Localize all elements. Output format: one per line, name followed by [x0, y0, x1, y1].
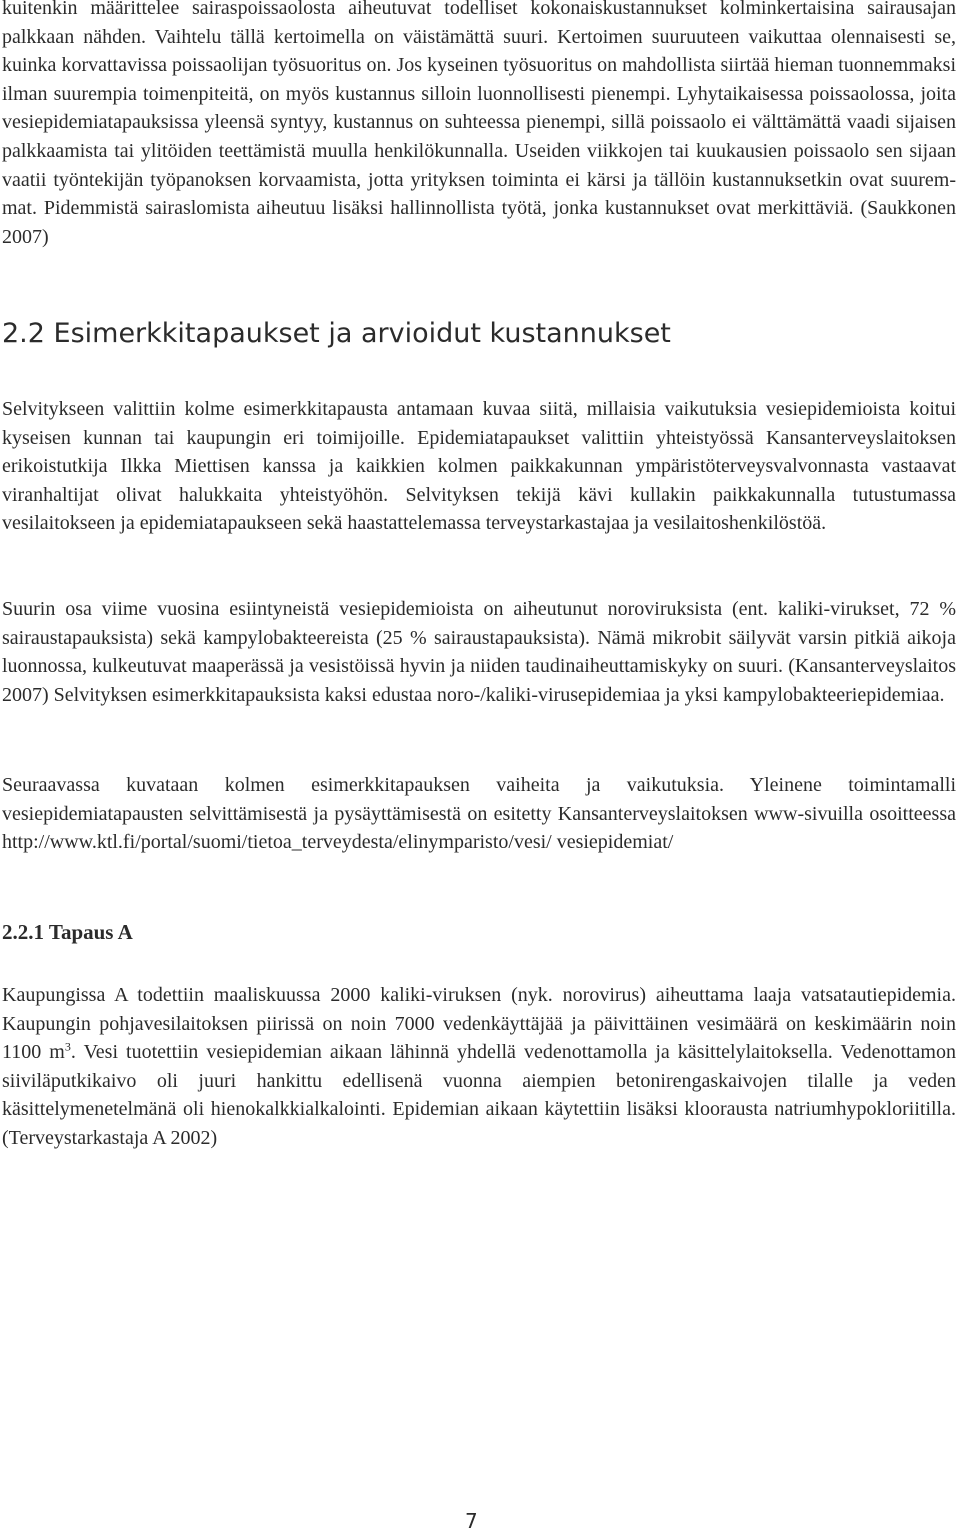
paragraph-continuation: kuitenkin määrittelee sairaspoissaolosta aiheutuvat todelliset kokonaiskustannukset kolminkertaisina sairausajan palkkaan nähden. Vaihtelu tällä kertoimella on väistämättä suuri. Kertoimen suuruuteen vaikuttaa olennaisesti se, kuinka korvattavissa poissaolijan työsuoritus on. Jos kyseinen työsuoritus on mahdollista siirtää hieman tuonnemmaksi ilman suurempia toimenpiteitä, on myös kustannus silloin luonnollisesti pienempi. Lyhytaikaisessa poissaolossa, joita vesiepidemiatapauksissa yleensä syntyy, kustannus on suhteessa pienempi, sillä poissaolo ei välttämättä vaadi sijaisen palkkaamista tai ylitöiden teettämistä muulla henkilökunnalla. Useiden viikkojen tai kuukausien poissaolo sen sijaan vaatii työntekijän työpanoksen korvaamista, jotta yrityksen toiminta ei kärsi ja tällöin kustannuksetkin ovat suuremmat. Pidemmistä sairaslomista aiheutuu lisäksi hallinnollista työtä, jonka kustannukset ovat merkittäviä. (Saukkonen 2007): [2, 0, 956, 248]
cubic-superscript: 3: [64, 1039, 71, 1054]
section-heading: 2.2 Esimerkkitapaukset ja arvioidut kustannukset: [2, 318, 671, 349]
paragraph-case-a-part2: . Vesi tuotettiin vesiepidemian aikaan lähinnä yhdellä vedenottamolla ja käsittelylaitoksella. Vedenottamon siiviläputkikaivo oli juuri hankittu edellisenä vuonna aiempien betonirengaskaivojen tilalle ja veden käsittelymenetelmänä oli hienokalkkialkalointi. Epidemian aikaan käytettiin lisäksi kloorausta natriumhypokloriitilla. (Terveystarkastaja A 2002): [2, 1041, 956, 1149]
paragraph-case-a-part1: Kaupungissa A todettiin maaliskuussa 2000 kaliki-viruksen (nyk. norovirus) aiheuttama laaja vatsatautiepidemia. Kaupungin pohjavesilaitoksen piirissä on noin 7000 vedenkäyttäjää ja päivittäinen vesimäärä on keskimäärin noin 1100 m: [2, 984, 956, 1064]
paragraph-microbes: Suurin osa viime vuosina esiintyneistä vesiepidemioista on aiheutunut noroviruksista (ent. kaliki-virukset, 72 % sairaustapauksista) sekä kampylobakteereista (25 % sairaustapauksista). Nämä mikrobit säilyvät varsin pitkiä aikoja luonnossa, kulkeutuvat maaperässä ja vesistöissä hyvin ja niiden taudinaiheuttamiskyky on suuri. (Kansanterveyslaitos 2007) Selvityksen esimerkkitapauksista kaksi edustaa noro-/kaliki-virusepidemiaa ja yksi kampylobakteeriepidemiaa.: [2, 598, 956, 706]
paragraph-operating-model: Seuraavassa kuvataan kolmen esimerkkitapauksen vaiheita ja vaikutuksia. Yleinene toimintamalli vesiepidemiatapausten selvittämisestä ja pysäyttämisestä on esitetty Kansanterveyslaitoksen www-sivuilla osoitteessa http://www.ktl.fi/portal/suomi/tietoa_terveydesta/elinymparisto/vesi/ vesiepidemiat/: [2, 774, 956, 854]
subsection-heading: 2.2.1 Tapaus A: [2, 920, 133, 944]
paragraph-case-selection: Selvitykseen valittiin kolme esimerkkitapausta antamaan kuvaa siitä, millaisia vaikutuksia vesiepidemioista koitui kyseisen kunnan tai kaupungin eri toimijoille. Epidemiatapaukset valittiin yhteistyössä Kansanterveyslaitoksen erikoistutkija Ilkka Miettisen kanssa ja kaikkien kolmen paikkakunnan ympäristöterveysvalvonnasta vastaavat viranhaltijat olivat halukkaita yhteistyöhön. Selvityksen tekijä kävi kullakin paikkakunnalla tutustumassa vesilaitokseen ja epidemiatapaukseen sekä haastattelemassa terveystarkastajaa ja vesilaitoshenkilöstöä.: [2, 398, 956, 535]
paragraph-case-a: [2, 981, 956, 1153]
page-number: 7: [465, 1509, 478, 1533]
